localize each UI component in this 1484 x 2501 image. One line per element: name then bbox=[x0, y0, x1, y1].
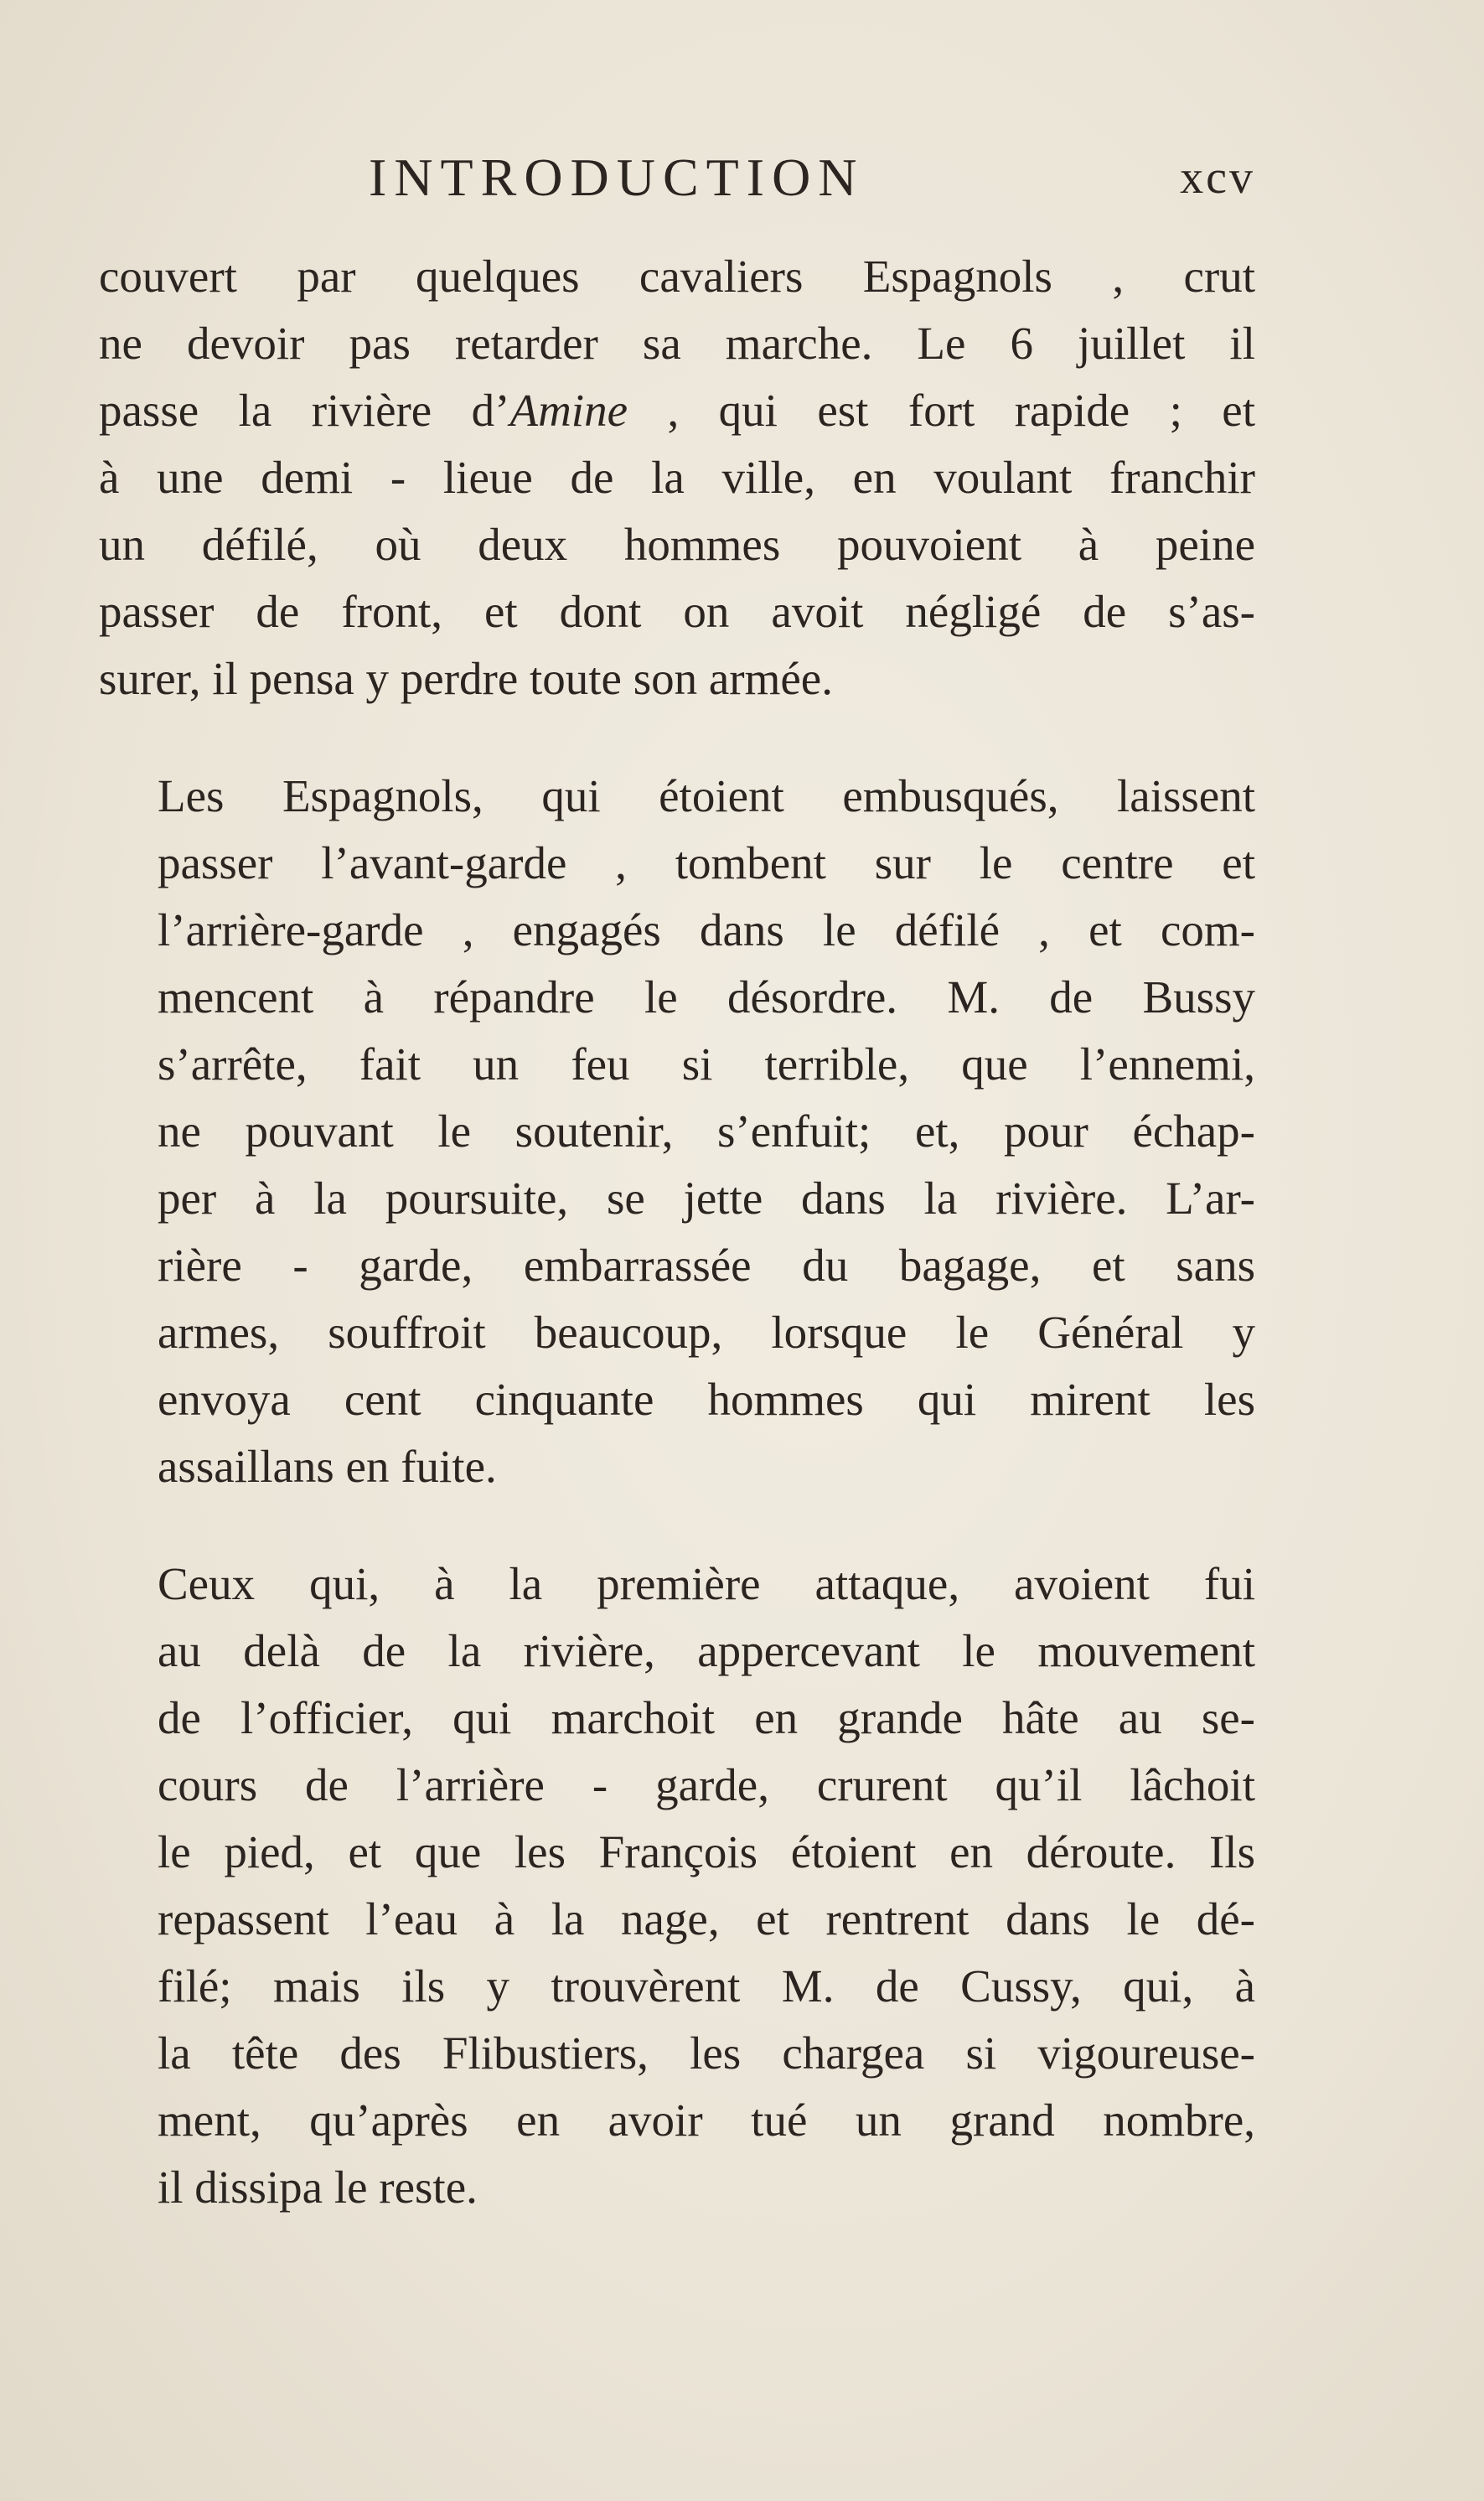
text-line: repassent l’eau à la nage, et rentrent dans le dé- bbox=[158, 1893, 1255, 1944]
place-name-italic: Amine bbox=[509, 385, 628, 436]
text-line: surer, il pensa y perdre toute son armée. bbox=[99, 653, 833, 704]
text-line: Les Espagnols, qui étoient embusqués, laissent bbox=[158, 770, 1255, 821]
text-line: il dissipa le reste. bbox=[158, 2162, 478, 2213]
text-line: assaillans en fuite. bbox=[158, 1441, 497, 1492]
text-line: l’arrière-garde , engagés dans le défilé , et com- bbox=[158, 904, 1255, 955]
text-line: un défilé, où deux hommes pouvoient à peine bbox=[99, 519, 1255, 570]
text-line: à une demi - lieue de la ville, en voulant franchir bbox=[99, 452, 1255, 503]
text-line bbox=[99, 377, 1255, 444]
text-line: le pied, et que les François étoient en déroute. Ils bbox=[158, 1826, 1255, 1877]
paragraph-1 bbox=[99, 243, 1255, 712]
body-text bbox=[99, 243, 1255, 2221]
text-segment: passe la rivière d’ bbox=[99, 385, 510, 436]
text-segment: , qui est fort rapide ; et bbox=[628, 385, 1255, 436]
paragraph-3 bbox=[99, 1551, 1255, 2221]
running-title: INTRODUCTION bbox=[369, 148, 865, 207]
page-number: xcv bbox=[1180, 152, 1255, 204]
text-line: ment, qu’après en avoir tué un grand nombre, bbox=[158, 2095, 1255, 2146]
text-line: armes, souffroit beaucoup, lorsque le Général y bbox=[158, 1307, 1255, 1358]
text-line: s’arrête, fait un feu si terrible, que l’ennemi, bbox=[158, 1038, 1255, 1090]
text-line: filé; mais ils y trouvèrent M. de Cussy, qui, à bbox=[158, 1960, 1255, 2012]
text-line: envoya cent cinquante hommes qui mirent les bbox=[158, 1374, 1255, 1425]
text-line: couvert par quelques cavaliers Espagnols , crut bbox=[99, 251, 1255, 302]
text-line: la tête des Flibustiers, les chargea si vigoureuse- bbox=[158, 2027, 1255, 2079]
text-line: mencent à répandre le désordre. M. de Bussy bbox=[158, 971, 1255, 1023]
text-line: Ceux qui, à la première attaque, avoient fui bbox=[158, 1558, 1255, 1609]
text-line: passer de front, et dont on avoit négligé de s’as- bbox=[99, 586, 1255, 637]
paragraph-2 bbox=[99, 763, 1255, 1500]
text-line: de l’officier, qui marchoit en grande hâte au se- bbox=[158, 1692, 1255, 1743]
text-line: passer l’avant-garde , tombent sur le centre et bbox=[158, 837, 1255, 888]
text-line: ne devoir pas retarder sa marche. Le 6 juillet il bbox=[99, 318, 1255, 369]
running-head bbox=[99, 144, 1255, 211]
text-line: rière - garde, embarrassée du bagage, et sans bbox=[158, 1240, 1255, 1291]
text-line: cours de l’arrière - garde, crurent qu’il lâchoit bbox=[158, 1759, 1255, 1810]
text-line: au delà de la rivière, appercevant le mouvement bbox=[158, 1625, 1255, 1676]
text-line: ne pouvant le soutenir, s’enfuit; et, pour échap- bbox=[158, 1106, 1255, 1157]
text-line: per à la poursuite, se jette dans la rivière. L’ar- bbox=[158, 1173, 1255, 1224]
